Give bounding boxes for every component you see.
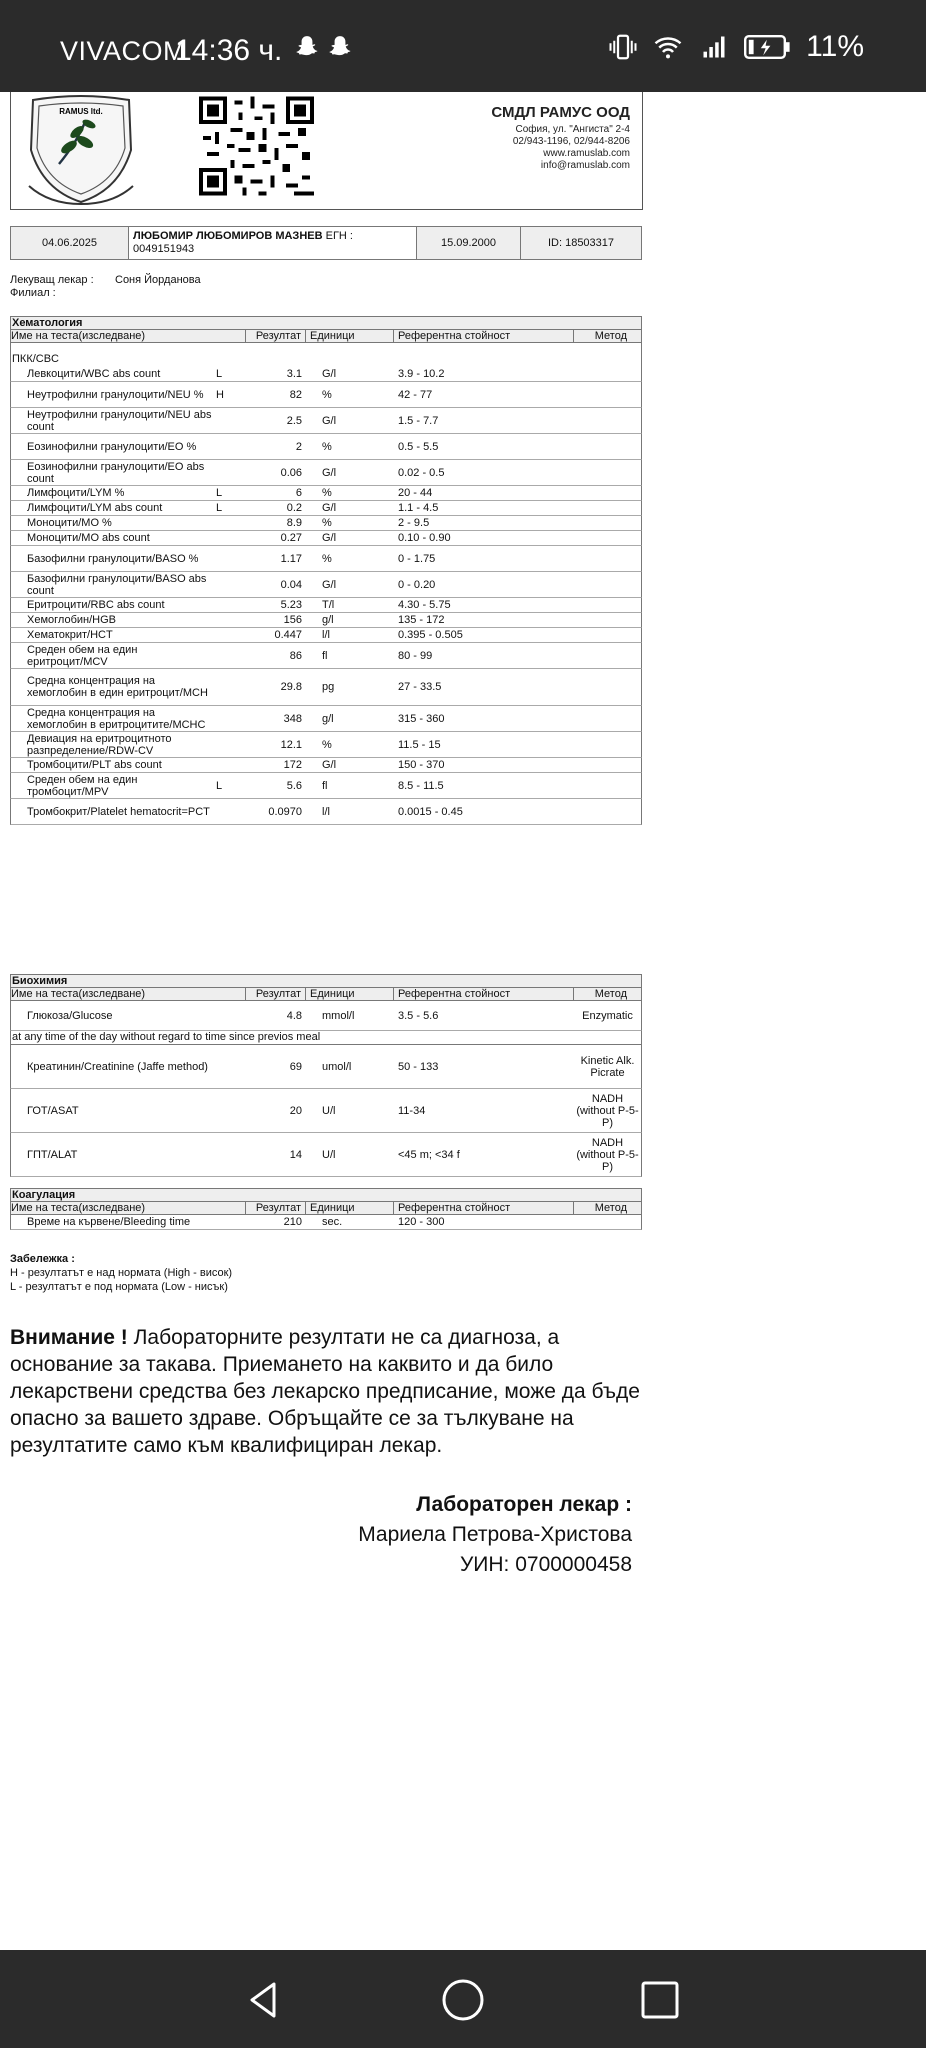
patient-name-cell: [129, 227, 417, 259]
status-bar: [0, 0, 926, 92]
result-unit: fl: [322, 779, 328, 792]
signature-name: Мариела Петрова-Христова: [358, 1523, 632, 1546]
reference-range: 135 - 172: [398, 614, 445, 626]
col-method: Метод: [594, 1202, 627, 1214]
navigation-bar: [0, 1950, 926, 2048]
test-name: Средна концентрация на хемоглобин в еритроцитите/MCHC: [27, 706, 206, 731]
table-row: [10, 408, 642, 434]
result-unit: G/l: [322, 532, 337, 544]
result-unit: G/l: [322, 759, 337, 771]
col-name: Име на теста(изследване): [11, 988, 246, 1000]
snapchat-icon: [294, 34, 320, 60]
result-value: 0.04: [280, 578, 302, 591]
col-result: Резултат: [246, 330, 306, 342]
recents-icon[interactable]: [636, 1976, 684, 2024]
col-units: Единици: [306, 1202, 394, 1214]
table-row: [10, 1089, 642, 1133]
result-unit: l/l: [322, 805, 330, 818]
table-row: [10, 643, 642, 669]
test-name: Моноцити/MO %: [27, 517, 112, 529]
test-method: NADH (without P-5-P): [576, 1092, 639, 1129]
signal-icon: [698, 33, 730, 61]
result-unit: %: [322, 517, 332, 529]
result-unit: U/l: [322, 1104, 336, 1117]
result-unit: G/l: [322, 502, 337, 514]
col-units: Единици: [306, 330, 394, 342]
result-unit: fl: [322, 649, 328, 662]
hematology-table: [10, 316, 642, 825]
result-value: 210: [283, 1216, 302, 1228]
table-row: [10, 486, 642, 501]
table-row: [10, 531, 642, 546]
test-name: Еозинофилни гранулоцити/EO %: [27, 440, 197, 453]
test-name: Тромбоцити/PLT abs count: [27, 759, 162, 771]
report-date: 04.06.2025: [11, 227, 129, 259]
signature-block: [358, 1490, 632, 1580]
snapchat-icon: [327, 34, 353, 60]
reference-range: 0.0015 - 0.45: [398, 805, 463, 818]
result-value: 2.5: [286, 414, 302, 427]
reference-range: 120 - 300: [398, 1216, 445, 1228]
test-note: at any time of the day without regard to time since previos meal: [10, 1031, 642, 1045]
result-unit: T/l: [322, 599, 335, 611]
table-row: [10, 516, 642, 531]
home-icon[interactable]: [439, 1976, 487, 2024]
col-ref: Референтна стойност: [394, 1202, 574, 1214]
table-row: [10, 1215, 642, 1230]
reference-range: 50 - 133: [398, 1060, 439, 1073]
result-value: 348: [283, 712, 302, 725]
reference-range: 3.5 - 5.6: [398, 1009, 439, 1022]
result-unit: g/l: [322, 712, 334, 725]
col-ref: Референтна стойност: [394, 988, 574, 1000]
result-unit: G/l: [322, 414, 337, 427]
table-row: [10, 669, 642, 706]
table-row: [10, 572, 642, 598]
referral-info: [10, 274, 201, 300]
egn-label: ЕГН :: [325, 230, 353, 242]
table-row: [10, 613, 642, 628]
carrier-name: VIVACOM: [60, 36, 187, 66]
wifi-icon: [652, 32, 684, 62]
result-unit: %: [322, 388, 332, 401]
result-value: 0.0970: [268, 805, 302, 818]
column-headers: [10, 1201, 642, 1215]
reference-range: 0.02 - 0.5: [398, 466, 445, 479]
reference-range: 80 - 99: [398, 649, 433, 662]
test-method: Enzymatic: [582, 1009, 633, 1022]
result-unit: mmol/l: [322, 1009, 355, 1022]
test-name: Моноцити/MO abs count: [27, 532, 150, 544]
lab-phones: 02/943-1196, 02/944-8206: [512, 136, 630, 147]
col-method: Метод: [594, 330, 627, 342]
warning-text: [10, 1324, 640, 1459]
lab-address: София, ул. "Ангиста" 2-4: [515, 124, 630, 135]
qr-code: [199, 96, 314, 196]
result-value: 0.06: [280, 466, 302, 479]
result-unit: pg: [322, 681, 335, 693]
result-unit: U/l: [322, 1148, 336, 1161]
system-icons: [608, 30, 864, 64]
reference-range: 1.1 - 4.5: [398, 502, 439, 514]
test-name: Време на кървене/Bleeding time: [27, 1216, 191, 1228]
result-flag: L: [216, 779, 223, 792]
col-name: Име на теста(изследване): [11, 330, 246, 342]
result-unit: %: [322, 738, 332, 751]
legend-title: Забележка :: [10, 1253, 75, 1265]
reference-range: 3.9 - 10.2: [398, 368, 445, 380]
warning-body: Лабораторните резултати не са диагноза, а основание за такава. Приемането на каквито и да било лекарствени средства без лекарско предписание, може да бъде опасно за вашето здраве. Обръщайте се за тълкуване на резултатите само към квалифициран лекар.: [10, 1326, 640, 1457]
result-value: 0.2: [286, 502, 302, 514]
reference-range: 0 - 1.75: [398, 552, 436, 565]
test-name: Глюкоза/Glucose: [27, 1009, 113, 1022]
result-value: 4.8: [286, 1009, 302, 1022]
battery-icon: [744, 33, 792, 61]
test-name: ГПТ/ALAT: [27, 1148, 78, 1161]
reference-range: 11.5 - 15: [398, 738, 441, 751]
result-value: 156: [283, 614, 302, 626]
hematology-rows: [10, 367, 642, 825]
legend-low: L - резултатът е под нормата (Low - нисък): [10, 1281, 228, 1293]
col-units: Единици: [306, 988, 394, 1000]
signature-uin: УИН: 0700000458: [459, 1553, 632, 1576]
table-row: [10, 598, 642, 613]
branch-label: Филиал :: [10, 287, 56, 299]
birth-date: 15.09.2000: [417, 227, 521, 259]
group-title: ПКК/CBC: [10, 351, 642, 367]
doctor-name: Соня Йорданова: [115, 274, 201, 286]
logo-text: RAMUS ltd.: [59, 107, 103, 116]
reference-range: 0.395 - 0.505: [398, 629, 463, 641]
result-value: 5.6: [286, 779, 302, 792]
patient-info: [10, 226, 642, 260]
result-unit: %: [322, 487, 332, 499]
test-name: Хемоглобин/HGB: [27, 614, 116, 626]
result-flag: L: [216, 487, 223, 499]
test-name: ГОТ/ASAT: [27, 1104, 79, 1117]
test-name: Креатинин/Creatinine (Jaffe method): [27, 1060, 208, 1073]
test-name: Тромбокрит/Platelet hematocrit=PCT: [27, 805, 210, 818]
reference-range: 315 - 360: [398, 712, 445, 725]
result-value: 86: [289, 649, 302, 662]
result-value: 0.447: [274, 629, 302, 641]
test-name: Еритроцити/RBC abs count: [27, 599, 165, 611]
col-result: Резултат: [246, 988, 306, 1000]
test-name: Девиация на еритроцитното разпределение/RDW-CV: [27, 732, 172, 757]
patient-name: ЛЮБОМИР ЛЮБОМИРОВ МАЗНЕВ: [133, 230, 323, 242]
patient-egn: 0049151943: [133, 243, 195, 255]
result-value: 0.27: [280, 532, 302, 544]
result-value: 5.23: [280, 599, 302, 611]
col-ref: Референтна стойност: [394, 330, 574, 342]
table-row: [10, 799, 642, 825]
result-value: 14: [289, 1148, 302, 1161]
lab-logo: [19, 92, 144, 206]
result-unit: l/l: [322, 629, 330, 641]
table-row: [10, 1001, 642, 1031]
reference-range: 150 - 370: [398, 759, 445, 771]
table-row: [10, 706, 642, 732]
reference-range: 0.10 - 0.90: [398, 532, 451, 544]
test-name: Базофилни гранулоцити/BASO abs count: [27, 572, 207, 597]
coagulation-table: [10, 1188, 642, 1230]
biochemistry-table: [10, 974, 642, 1177]
table-row: [10, 758, 642, 773]
lab-report: [0, 92, 926, 1950]
reference-range: 42 - 77: [398, 388, 433, 401]
result-unit: G/l: [322, 466, 337, 479]
lab-website[interactable]: www.ramuslab.com: [543, 148, 630, 159]
result-unit: %: [322, 552, 332, 565]
test-name: Неутрофилни гранулоцити/NEU abs count: [27, 408, 212, 433]
table-row: [10, 367, 642, 382]
lab-name: СМДЛ РАМУС ООД: [491, 104, 630, 121]
result-value: 69: [289, 1060, 302, 1073]
result-value: 3.1: [286, 368, 302, 380]
test-name: Левкоцити/WBC abs count: [27, 368, 161, 380]
test-name: Неутрофилни гранулоцити/NEU %: [27, 388, 204, 401]
result-flag: L: [216, 368, 223, 380]
patient-id: ID: 18503317: [521, 227, 641, 259]
doctor-label: Лекуващ лекар :: [10, 274, 94, 286]
col-method: Метод: [594, 988, 627, 1000]
coagulation-rows: [10, 1215, 642, 1230]
reference-range: 2 - 9.5: [398, 517, 430, 529]
test-name: Еозинофилни гранулоцити/EO abs count: [27, 460, 205, 485]
result-value: 12.1: [280, 738, 302, 751]
report-header: [10, 92, 643, 210]
column-headers: [10, 987, 642, 1001]
legend: [10, 1252, 232, 1294]
result-value: 8.9: [286, 517, 302, 529]
warning-label: Внимание !: [10, 1326, 128, 1349]
result-unit: g/l: [322, 614, 334, 626]
test-name: Лимфоцити/LYM abs count: [27, 502, 163, 514]
col-name: Име на теста(изследване): [11, 1202, 246, 1214]
legend-high: H - резултатът е над нормата (High - висок): [10, 1267, 233, 1279]
table-row: [10, 501, 642, 516]
reference-range: 0.5 - 5.5: [398, 440, 439, 453]
section-title: Биохимия: [10, 974, 642, 987]
column-headers: [10, 329, 642, 343]
test-method: Kinetic Alk. Picrate: [580, 1054, 635, 1079]
reference-range: <45 m; <34 f: [398, 1148, 460, 1161]
result-unit: %: [322, 440, 332, 453]
test-name: Среден обем на един еритроцит/MCV: [27, 643, 138, 668]
test-name: Лимфоцити/LYM %: [27, 487, 125, 499]
test-name: Хематокрит/HCT: [27, 629, 113, 641]
reference-range: 27 - 33.5: [398, 681, 442, 693]
vibrate-icon: [608, 32, 638, 62]
col-result: Резултат: [246, 1202, 306, 1214]
reference-range: 1.5 - 7.7: [398, 414, 439, 427]
table-row: [10, 460, 642, 486]
table-row: [10, 628, 642, 643]
biochemistry-rows: [10, 1001, 642, 1177]
table-row: [10, 1045, 642, 1089]
result-value: 20: [289, 1104, 302, 1117]
table-row: [10, 773, 642, 799]
section-title: Хематология: [10, 316, 642, 329]
table-row: [10, 382, 642, 408]
spacer: [10, 343, 642, 351]
result-value: 82: [289, 388, 302, 401]
result-unit: G/l: [322, 578, 337, 591]
table-row: [10, 546, 642, 572]
lab-info: [491, 102, 630, 172]
result-flag: L: [216, 502, 223, 514]
result-value: 1.17: [280, 552, 302, 565]
result-unit: sec.: [322, 1216, 343, 1228]
result-value: 6: [295, 487, 302, 499]
back-icon[interactable]: [240, 1976, 288, 2024]
test-name: Среден обем на един тромбоцит/MPV: [27, 773, 138, 798]
result-flag: H: [216, 388, 224, 401]
table-row: [10, 732, 642, 758]
result-unit: G/l: [322, 368, 337, 380]
lab-email[interactable]: info@ramuslab.com: [540, 160, 630, 171]
reference-range: 4.30 - 5.75: [398, 599, 451, 611]
clock: 14:36 ч.: [175, 34, 283, 67]
reference-range: 20 - 44: [398, 487, 433, 499]
signature-title: Лабораторен лекар :: [416, 1493, 632, 1516]
battery-percent: 11%: [806, 30, 864, 63]
result-value: 29.8: [280, 681, 302, 693]
section-title: Коагулация: [10, 1188, 642, 1201]
reference-range: 0 - 0.20: [398, 578, 436, 591]
test-name: Средна концентрация на хемоглобин в един еритроцит/MCH: [27, 675, 208, 699]
reference-range: 8.5 - 11.5: [398, 779, 444, 792]
result-value: 2: [295, 440, 302, 453]
result-value: 172: [283, 759, 302, 771]
test-name: Базофилни гранулоцити/BASO %: [27, 552, 199, 565]
test-method: NADH (without P-5-P): [576, 1136, 639, 1173]
result-unit: umol/l: [322, 1060, 352, 1073]
table-row: [10, 434, 642, 460]
notification-icons: [294, 34, 353, 67]
table-row: [10, 1133, 642, 1177]
reference-range: 11-34: [398, 1104, 426, 1117]
